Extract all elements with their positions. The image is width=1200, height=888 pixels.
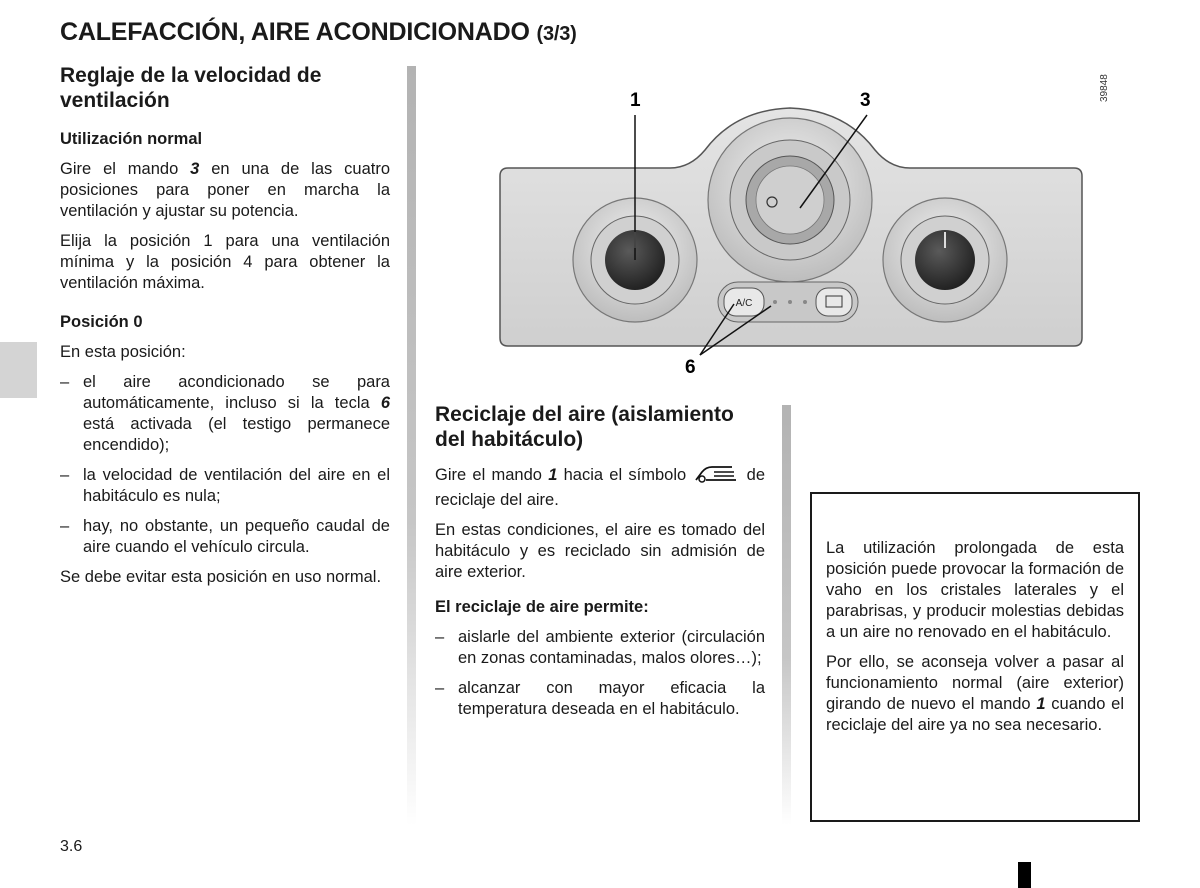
text: el aire acondicionado se para automáticamente, incluso si la tecla bbox=[83, 373, 390, 412]
list-item bbox=[60, 372, 390, 456]
control-ref: 1 bbox=[1036, 695, 1046, 713]
paragraph-positions: Elija la posición 1 para una ventilación mínima y la posición 4 para obtener la ventilación máxima. bbox=[60, 232, 390, 292]
text: hacia el símbolo bbox=[557, 466, 693, 484]
page-title-main: CALEFACCIÓN, AIRE ACONDICIONADO bbox=[60, 18, 530, 46]
column-divider-middle bbox=[782, 405, 791, 825]
subheading-position-0: Posición 0 bbox=[60, 313, 143, 331]
notice-box bbox=[810, 492, 1140, 822]
subheading-normal-use: Utilización normal bbox=[60, 130, 203, 148]
position-0-list bbox=[60, 372, 390, 558]
text: en una de las cuatro posiciones para poner en marcha la ventilación y ajustar su potencia. bbox=[60, 160, 391, 220]
air-recirculation-icon bbox=[692, 464, 740, 490]
list-item: – hay, no obstante, un pequeño caudal de aire cuando el vehículo circula. bbox=[60, 516, 390, 558]
subheading-recirc-allows: El reciclaje de aire permite: bbox=[435, 598, 649, 616]
paragraph-conditions: En estas condiciones, el aire es tomado del habitáculo y es reciclado sin admisión de aire exterior. bbox=[435, 521, 765, 581]
page-edge-marker bbox=[1018, 862, 1031, 888]
chapter-tab bbox=[0, 342, 37, 398]
climate-control-panel-illustration bbox=[490, 74, 1110, 380]
text: Gire el mando bbox=[435, 466, 549, 484]
paragraph-avoid-position: Se debe evitar esta posición en uso normal. bbox=[60, 568, 382, 586]
figure-reference-code: 39848 bbox=[1099, 74, 1110, 102]
paragraph-turn-knob bbox=[60, 159, 390, 222]
paragraph-turn-to-recirc bbox=[435, 464, 765, 511]
list-item: – aislarle del ambiente exterior (circulación en zonas contaminadas, malos olores…); bbox=[435, 627, 765, 669]
paragraph-in-this-position: En esta posición: bbox=[60, 343, 186, 361]
notice-paragraph-1: La utilización prolongada de esta posición puede provocar la formación de vaho en los cristales laterales y el parabrisas, y producir molestias debidas a un aire no renovado en el habitáculo. bbox=[826, 539, 1124, 641]
list-item: – alcanzar con mayor eficacia la temperatura deseada en el habitáculo. bbox=[435, 678, 765, 720]
page-number: 3.6 bbox=[60, 838, 83, 855]
notice-paragraph-2 bbox=[826, 652, 1124, 736]
control-ref: 1 bbox=[548, 466, 558, 484]
column-divider-left bbox=[407, 66, 416, 826]
list-item: – la velocidad de ventilación del aire en el habitáculo es nula; bbox=[60, 465, 390, 507]
text: Gire el mando bbox=[60, 160, 191, 178]
section-heading-fan-speed: Reglaje de la velocidad de ventilación bbox=[60, 64, 322, 112]
control-ref: 3 bbox=[190, 160, 200, 178]
middle-column bbox=[435, 402, 765, 729]
ac-button-label: A/C bbox=[735, 298, 753, 309]
text: está activada (el testigo permanece encendido); bbox=[83, 415, 390, 454]
callout-1: 1 bbox=[630, 90, 641, 111]
rear-defrost-button bbox=[816, 288, 852, 316]
callout-6: 6 bbox=[685, 357, 696, 378]
callout-3: 3 bbox=[860, 90, 871, 111]
left-column bbox=[60, 63, 390, 597]
text: de reciclaje del aire. bbox=[435, 466, 765, 509]
text: cuando el reciclaje del aire ya no sea necesario. bbox=[826, 695, 1124, 734]
page-title-suffix: (3/3) bbox=[536, 23, 577, 45]
recirc-benefits-list bbox=[435, 627, 765, 720]
section-heading-recirculation: Reciclaje del aire (aislamiento del habitáculo) bbox=[435, 403, 734, 451]
text: Por ello, se aconseja volver a pasar al funcionamiento normal (aire exterior) girando de nuevo el mando bbox=[826, 653, 1124, 713]
page-title bbox=[60, 18, 577, 47]
control-ref: 6 bbox=[380, 394, 390, 412]
